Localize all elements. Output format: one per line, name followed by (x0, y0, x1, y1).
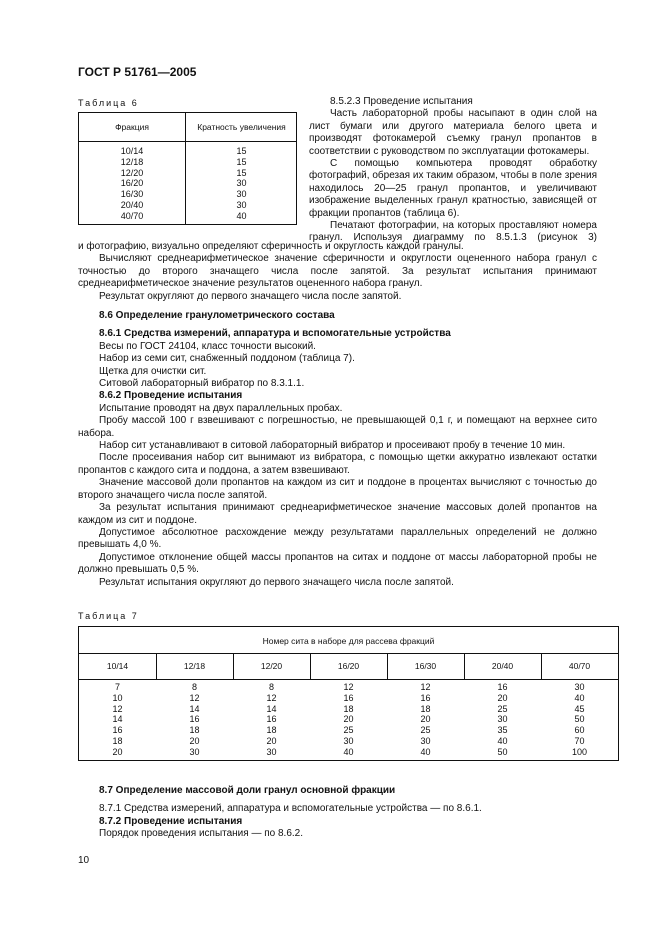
paragraph: Результат испытания округляют до первого значащего числа после запятой. (99, 576, 454, 588)
section-86 (78, 310, 597, 589)
table7-fraction-header: 20/40 (491, 661, 514, 671)
paragraph: После просеивания набор сит вынимают из вибратора, с помощью щетки аккуратно извлекают остатки пропантов с каждого сита и поддона, а затем взвешивают. (78, 452, 597, 476)
table7-caption: Таблица 7 (78, 611, 139, 621)
paragraph: Набор из семи сит, снабженный поддоном (таблица 7). (99, 353, 355, 365)
paragraph: Весы по ГОСТ 24104, класс точности высокий. (99, 340, 316, 352)
table7-sieve-column: 12 16 18 20 25 30 40 (420, 682, 431, 757)
table6-cell: 40/70 (120, 210, 144, 221)
table7-fraction-header: 16/20 (337, 661, 360, 671)
table7-sieve-column: 30 40 45 50 60 70 100 (571, 682, 588, 757)
paragraph: и фотографию, визуально определяют сферичность и округлость каждой гранулы. (78, 241, 464, 252)
paragraph: 8.7.1 Средства измерений, аппаратура и вспомогательные устройства — по 8.6.1. (99, 803, 482, 815)
section-87 (78, 785, 597, 841)
section-87-heading: 8.7 Определение массовой доли гранул основной фракции (99, 785, 396, 796)
paragraph: Щетка для очистки сит. (99, 365, 207, 377)
table6-cell: 16/20 (120, 178, 144, 189)
table7-sieve-column: 12 16 18 20 25 30 40 (343, 682, 354, 757)
table6-cell: 15 (236, 156, 247, 167)
table6-cell: 16/30 (120, 189, 144, 200)
section-872-heading: 8.7.2 Проведение испытания (99, 815, 243, 827)
paragraph: Значение массовой доли пропантов на каждом из сит и поддоне в процентах вычисляют с точностью до второго значащего числа после запятой. (78, 477, 597, 501)
paragraph: Допустимое абсолютное расхождение между результатами параллельных определений не должно превышать 4,0 %. (78, 526, 597, 551)
table7-sieve-column: 8 12 14 16 18 20 30 (266, 682, 277, 757)
section-861-heading: 8.6.1 Средства измерений, аппаратура и вспомогательные устройства (99, 328, 451, 340)
paragraph: Допустимое отклонение общей массы пропантов на ситах и поддоне от массы лабораторной пробы не должно превышать 0,5 %. (78, 551, 597, 576)
table6-caption: Таблица 6 (78, 98, 139, 108)
table6-cell: 15 (236, 146, 247, 156)
paragraph: Ситовой лабораторный вибратор по 8.3.1.1. (99, 378, 305, 390)
section-862-heading: 8.6.2 Проведение испытания (99, 390, 243, 402)
paragraph: Печатают фотографии, на которых проставляют номера гранул. Используя диаграмму по 8.5.1.3 (рисунок 3) (309, 220, 597, 244)
paragraph: Порядок проведения испытания — по 8.6.2. (99, 828, 304, 840)
table6-magnification-column (185, 146, 298, 222)
table6-fraction-column (79, 146, 185, 222)
paragraph: Набор сит устанавливают в ситовой лабораторный вибратор и просеивают пробу в течение 10 мин. (99, 440, 566, 452)
section-86-heading: 8.6 Определение гранулометрического состава (99, 310, 335, 321)
table6-header-magnification: Кратность увеличения (197, 122, 286, 132)
table7-fraction-header: 12/18 (183, 661, 206, 671)
document-title: ГОСТ Р 51761—2005 (78, 65, 197, 79)
table7-fraction-header: 16/30 (414, 661, 437, 671)
table7-fraction-header: 40/70 (568, 661, 591, 671)
paragraph: Результат округляют до первого значащего числа после запятой. (99, 290, 402, 302)
paragraph: Пробу массой 100 г взвешивают с погрешностью, не превышающей 0,1 г, и помещают на верхнее сито набора. (78, 415, 597, 439)
table7-sieve-column: 8 12 14 16 18 20 30 (189, 682, 200, 757)
table6-cell: 10/14 (120, 146, 144, 156)
section-8523-heading: 8.5.2.3 Проведение испытания (330, 96, 473, 107)
paragraph: Часть лабораторной пробы насыпают в один слой на лист бумаги или другого материала белого цвета и производят фотокамерой съемку гранул пропантов в соответствии с руководством по эксплуатации фотокамеры. (309, 108, 597, 157)
section-8523 (309, 96, 597, 245)
table7-fraction-header: 12/20 (260, 661, 283, 671)
body-text-continued (78, 241, 597, 303)
table6-cell: 15 (236, 167, 247, 178)
paragraph: Вычисляют среднеарифметическое значение сферичности и округлости оцененного набора гранул с точностью до второго значащего числа после запятой. За результат испытания принимают среднеарифметическое значение результатов оцененного набора гранул. (78, 253, 597, 290)
table7-fraction-header: 10/14 (106, 661, 129, 671)
table6-cell: 12/18 (120, 156, 144, 167)
table6-cell: 12/20 (120, 167, 144, 178)
table7 (78, 626, 619, 761)
table6-cell: 40 (236, 210, 247, 221)
table6-cell: 30 (236, 178, 247, 189)
table6-cell: 20/40 (120, 199, 144, 210)
table7-sieve-column: 16 20 25 30 35 40 50 (497, 682, 508, 757)
paragraph: С помощью компьютера проводят обработку фотографий, обрезая их таким образом, чтобы в поле зрения находилось 20—25 гранул пропантов, и увеличивают изображение выделенных гранул кратностью, зависящей от фракции пропантов (таблица 6). (309, 158, 597, 219)
page-number: 10 (78, 855, 90, 866)
table7-header: Номер сита в наборе для рассева фракций (262, 636, 435, 646)
table7-sieve-column: 7 10 12 14 16 18 20 (112, 682, 123, 757)
table6 (78, 112, 297, 225)
table6-cell: 30 (236, 199, 247, 210)
table6-header-fraction: Фракция (115, 122, 149, 132)
paragraph: За результат испытания принимают среднеарифметическое значение массовых долей пропантов на каждом из сит и поддоне. (78, 502, 597, 526)
paragraph: Испытание проводят на двух параллельных пробах. (99, 402, 343, 414)
table6-cell: 30 (236, 189, 247, 200)
